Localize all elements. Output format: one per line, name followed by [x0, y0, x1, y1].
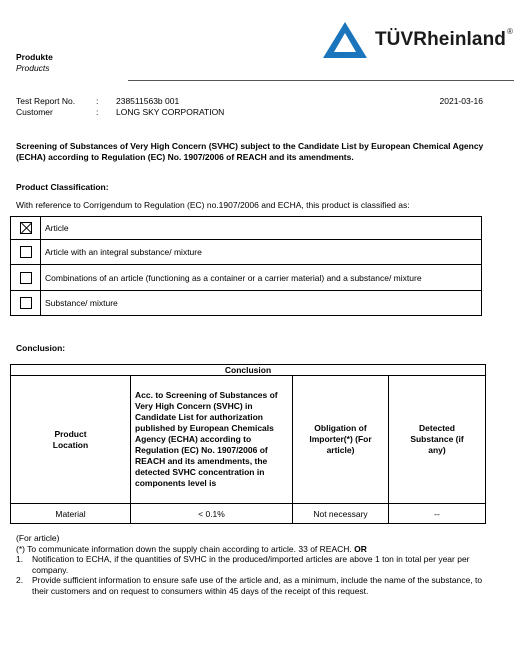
customer-value: LONG SKY CORPORATION — [116, 107, 225, 117]
page-header — [16, 20, 513, 84]
tuv-triangle-icon — [321, 20, 369, 60]
checkbox-substance[interactable] — [20, 297, 32, 309]
checkbox-combination[interactable] — [20, 272, 32, 284]
option-label: Article with an integral substance/ mixture — [45, 247, 202, 257]
customer-key: Customer — [16, 107, 53, 117]
cell-location: Material — [11, 504, 131, 524]
note-item: 1. Notification to ECHA, if the quantities of SVHC in the produced/imported articles are above 1 ton in total per year per company. — [16, 554, 470, 575]
report-number-row — [16, 96, 488, 107]
produkte-label: Produkte — [16, 52, 53, 62]
products-label: Products — [16, 63, 50, 73]
cell-concentration: < 0.1% — [131, 504, 293, 524]
option-combination — [11, 264, 481, 290]
option-substance — [11, 290, 481, 315]
classification-intro: With reference to Corrigendum to Regulation (EC) no.1907/2006 and ECHA, this product is classified as: — [16, 200, 410, 210]
checkbox-article[interactable] — [20, 222, 32, 234]
customer-row — [16, 107, 488, 118]
report-date: 2021-03-16 — [439, 96, 483, 106]
header-detected-substance: Detected Substance (if any) — [389, 376, 486, 504]
conclusion-table — [10, 364, 486, 524]
option-article-integral — [11, 239, 481, 264]
header-divider — [128, 80, 514, 81]
header-obligation: Obligation of Importer(*) (For article) — [293, 376, 389, 504]
footnotes — [16, 533, 486, 596]
option-article — [11, 217, 481, 239]
note-asterisk: (*) To communicate information down the supply chain according to article. 33 of REACH. OR — [16, 543, 367, 554]
cell-obligation: Not necessary — [293, 504, 389, 524]
option-label: Combinations of an article (functioning as a container or a carrier material) and a substance/ mixture — [45, 272, 422, 283]
note-item: 2. Provide sufficient information to ensure safe use of the article and, as a minimum, include the name of the substance, to their customers and on request to consumers within 45 days of the receipt of this request. — [16, 575, 483, 596]
checkbox-article-integral[interactable] — [20, 246, 32, 258]
document-title: Screening of Substances of Very High Concern (SVHC) subject to the Candidate List by European Chemical Agency (ECHA) according to Regulation (EC) No. 1907/2006 of REACH and its amendments. — [16, 141, 484, 162]
report-number-value: 238511563b 001 — [116, 96, 180, 106]
option-label: Substance/ mixture — [45, 298, 118, 308]
classification-heading: Product Classification: — [16, 182, 109, 192]
report-meta — [16, 96, 488, 118]
tuv-logo — [321, 20, 513, 60]
table-caption: Conclusion — [11, 365, 486, 376]
table-row — [11, 504, 486, 524]
customer-colon: : — [96, 107, 99, 117]
classification-options — [10, 216, 482, 316]
report-number-colon: : — [96, 96, 99, 106]
logo-wordmark: TÜVRheinland® — [374, 27, 513, 50]
note-for-article: (For article) — [16, 533, 60, 543]
header-svhc-concentration: Acc. to Screening of Substances of Very High Concern (SVHC) in Candidate List for authorization published by European Chemicals Agency (ECHA) according to Regulation (EC) No. 1907/2006 of REACH and its amendments, the detected SVHC concentration in components level is — [131, 376, 293, 504]
conclusion-heading: Conclusion: — [16, 343, 66, 353]
header-product-location: Product Location — [11, 376, 131, 504]
report-number-key: Test Report No. — [16, 96, 76, 106]
option-label: Article — [45, 223, 69, 233]
cell-detected: -- — [389, 504, 486, 524]
